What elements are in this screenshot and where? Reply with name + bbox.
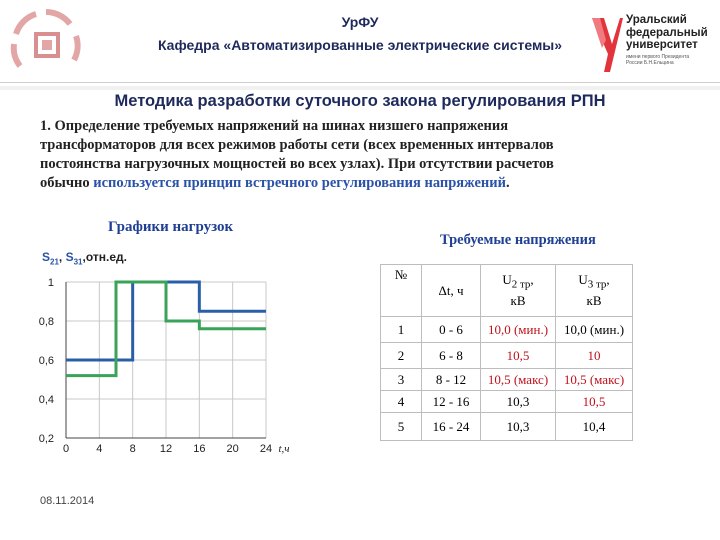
method-paragraph — [40, 117, 686, 193]
graph-title: Графики нагрузок — [108, 219, 234, 235]
header-dt: Δt, ч — [422, 265, 481, 317]
cell-dt: 16 - 24 — [422, 413, 481, 441]
cell-u2: 10,3 — [481, 391, 556, 413]
cell-u2: 10,5 — [481, 343, 556, 369]
header-university: УрФУ — [341, 14, 379, 30]
header-department: Кафедра «Автоматизированные электрические системы» — [157, 37, 563, 53]
table-row — [381, 391, 633, 413]
slide-title: Методика разработки суточного закона регулирования РПН — [114, 92, 606, 110]
logo-line-3: университет — [626, 39, 698, 52]
cell-u2: 10,3 — [481, 413, 556, 441]
logo-line-2: федеральный — [626, 26, 708, 39]
chart-y-axis-label: $S_{21}$, $S_{31},отн.ед$. — [42, 250, 127, 267]
table-row — [381, 317, 633, 343]
y-tick-label: 0,6 — [38, 355, 54, 367]
x-tick-label: 16 — [193, 443, 206, 455]
cell-no: 2 — [381, 343, 422, 369]
required-voltages-title: Требуемые напряжения — [440, 232, 596, 248]
x-tick-label: 24 — [259, 443, 273, 455]
table-row — [381, 413, 633, 441]
cell-u3: 10,4 — [556, 413, 633, 441]
x-tick-label: 12 — [159, 443, 173, 455]
cell-u3: 10,0 (мин.) — [556, 317, 633, 343]
y-tick-label: 0,4 — [38, 394, 54, 406]
cell-u3: 10,5 — [556, 391, 633, 413]
urfu-right-logo — [590, 14, 716, 78]
paragraph-end: . — [505, 175, 510, 191]
y-tick-label: 0,8 — [38, 316, 54, 328]
cell-u3: 10 — [556, 343, 633, 369]
paragraph-line: постоянства нагрузочных мощностей во всех узлах). При отсутствии расчетов — [40, 156, 554, 172]
cell-dt: 6 - 8 — [422, 343, 481, 369]
load-chart — [30, 270, 310, 470]
cell-no: 4 — [381, 391, 422, 413]
header-divider — [0, 82, 720, 83]
header-divider-shadow — [0, 86, 720, 90]
x-axis-label: t,ч — [278, 443, 290, 455]
paragraph-line-last — [40, 174, 686, 193]
table-row — [381, 369, 633, 391]
x-tick-label: 4 — [96, 443, 103, 455]
logo-subtitle: имени первого Президента России Б.Н.Ельцина — [626, 54, 690, 66]
y-tick-label: 1 — [47, 277, 54, 289]
cell-u2: 10,0 (мин.) — [481, 317, 556, 343]
paragraph-line: трансформаторов для всех режимов работы сети (всех временных интервалов — [40, 137, 554, 153]
cell-dt: 12 - 16 — [422, 391, 481, 413]
cell-dt: 0 - 6 — [422, 317, 481, 343]
cell-no: 3 — [381, 369, 422, 391]
cell-u3: 10,5 (макс) — [556, 369, 633, 391]
table-header-row — [381, 265, 633, 317]
y-tick-label: 0,2 — [38, 433, 54, 445]
x-tick-label: 8 — [129, 443, 136, 455]
cell-dt: 8 - 12 — [422, 369, 481, 391]
logo-line-1: Уральский — [626, 14, 687, 26]
header-u3: $U_{3 тр}$, кВ — [556, 265, 633, 317]
paragraph-highlight: используется принцип встречного регулирования напряжений — [93, 175, 506, 191]
slide-date: 08.11.2014 — [40, 495, 95, 507]
paragraph-text: обычно — [40, 175, 94, 191]
table-row — [381, 343, 633, 369]
cell-u2: 10,5 (макс) — [481, 369, 556, 391]
cell-no: 5 — [381, 413, 422, 441]
urfu-emblem-icon — [590, 14, 624, 74]
cell-no: 1 — [381, 317, 422, 343]
x-tick-label: 0 — [62, 443, 70, 455]
x-tick-label: 20 — [226, 443, 239, 455]
paragraph-line: 1. Определение требуемых напряжений на шинах низшего напряжения — [40, 118, 509, 134]
required-voltage-table — [380, 264, 633, 441]
header-no: № — [381, 265, 422, 317]
header-u2: $U_{2 тр}$, кВ — [481, 265, 556, 317]
